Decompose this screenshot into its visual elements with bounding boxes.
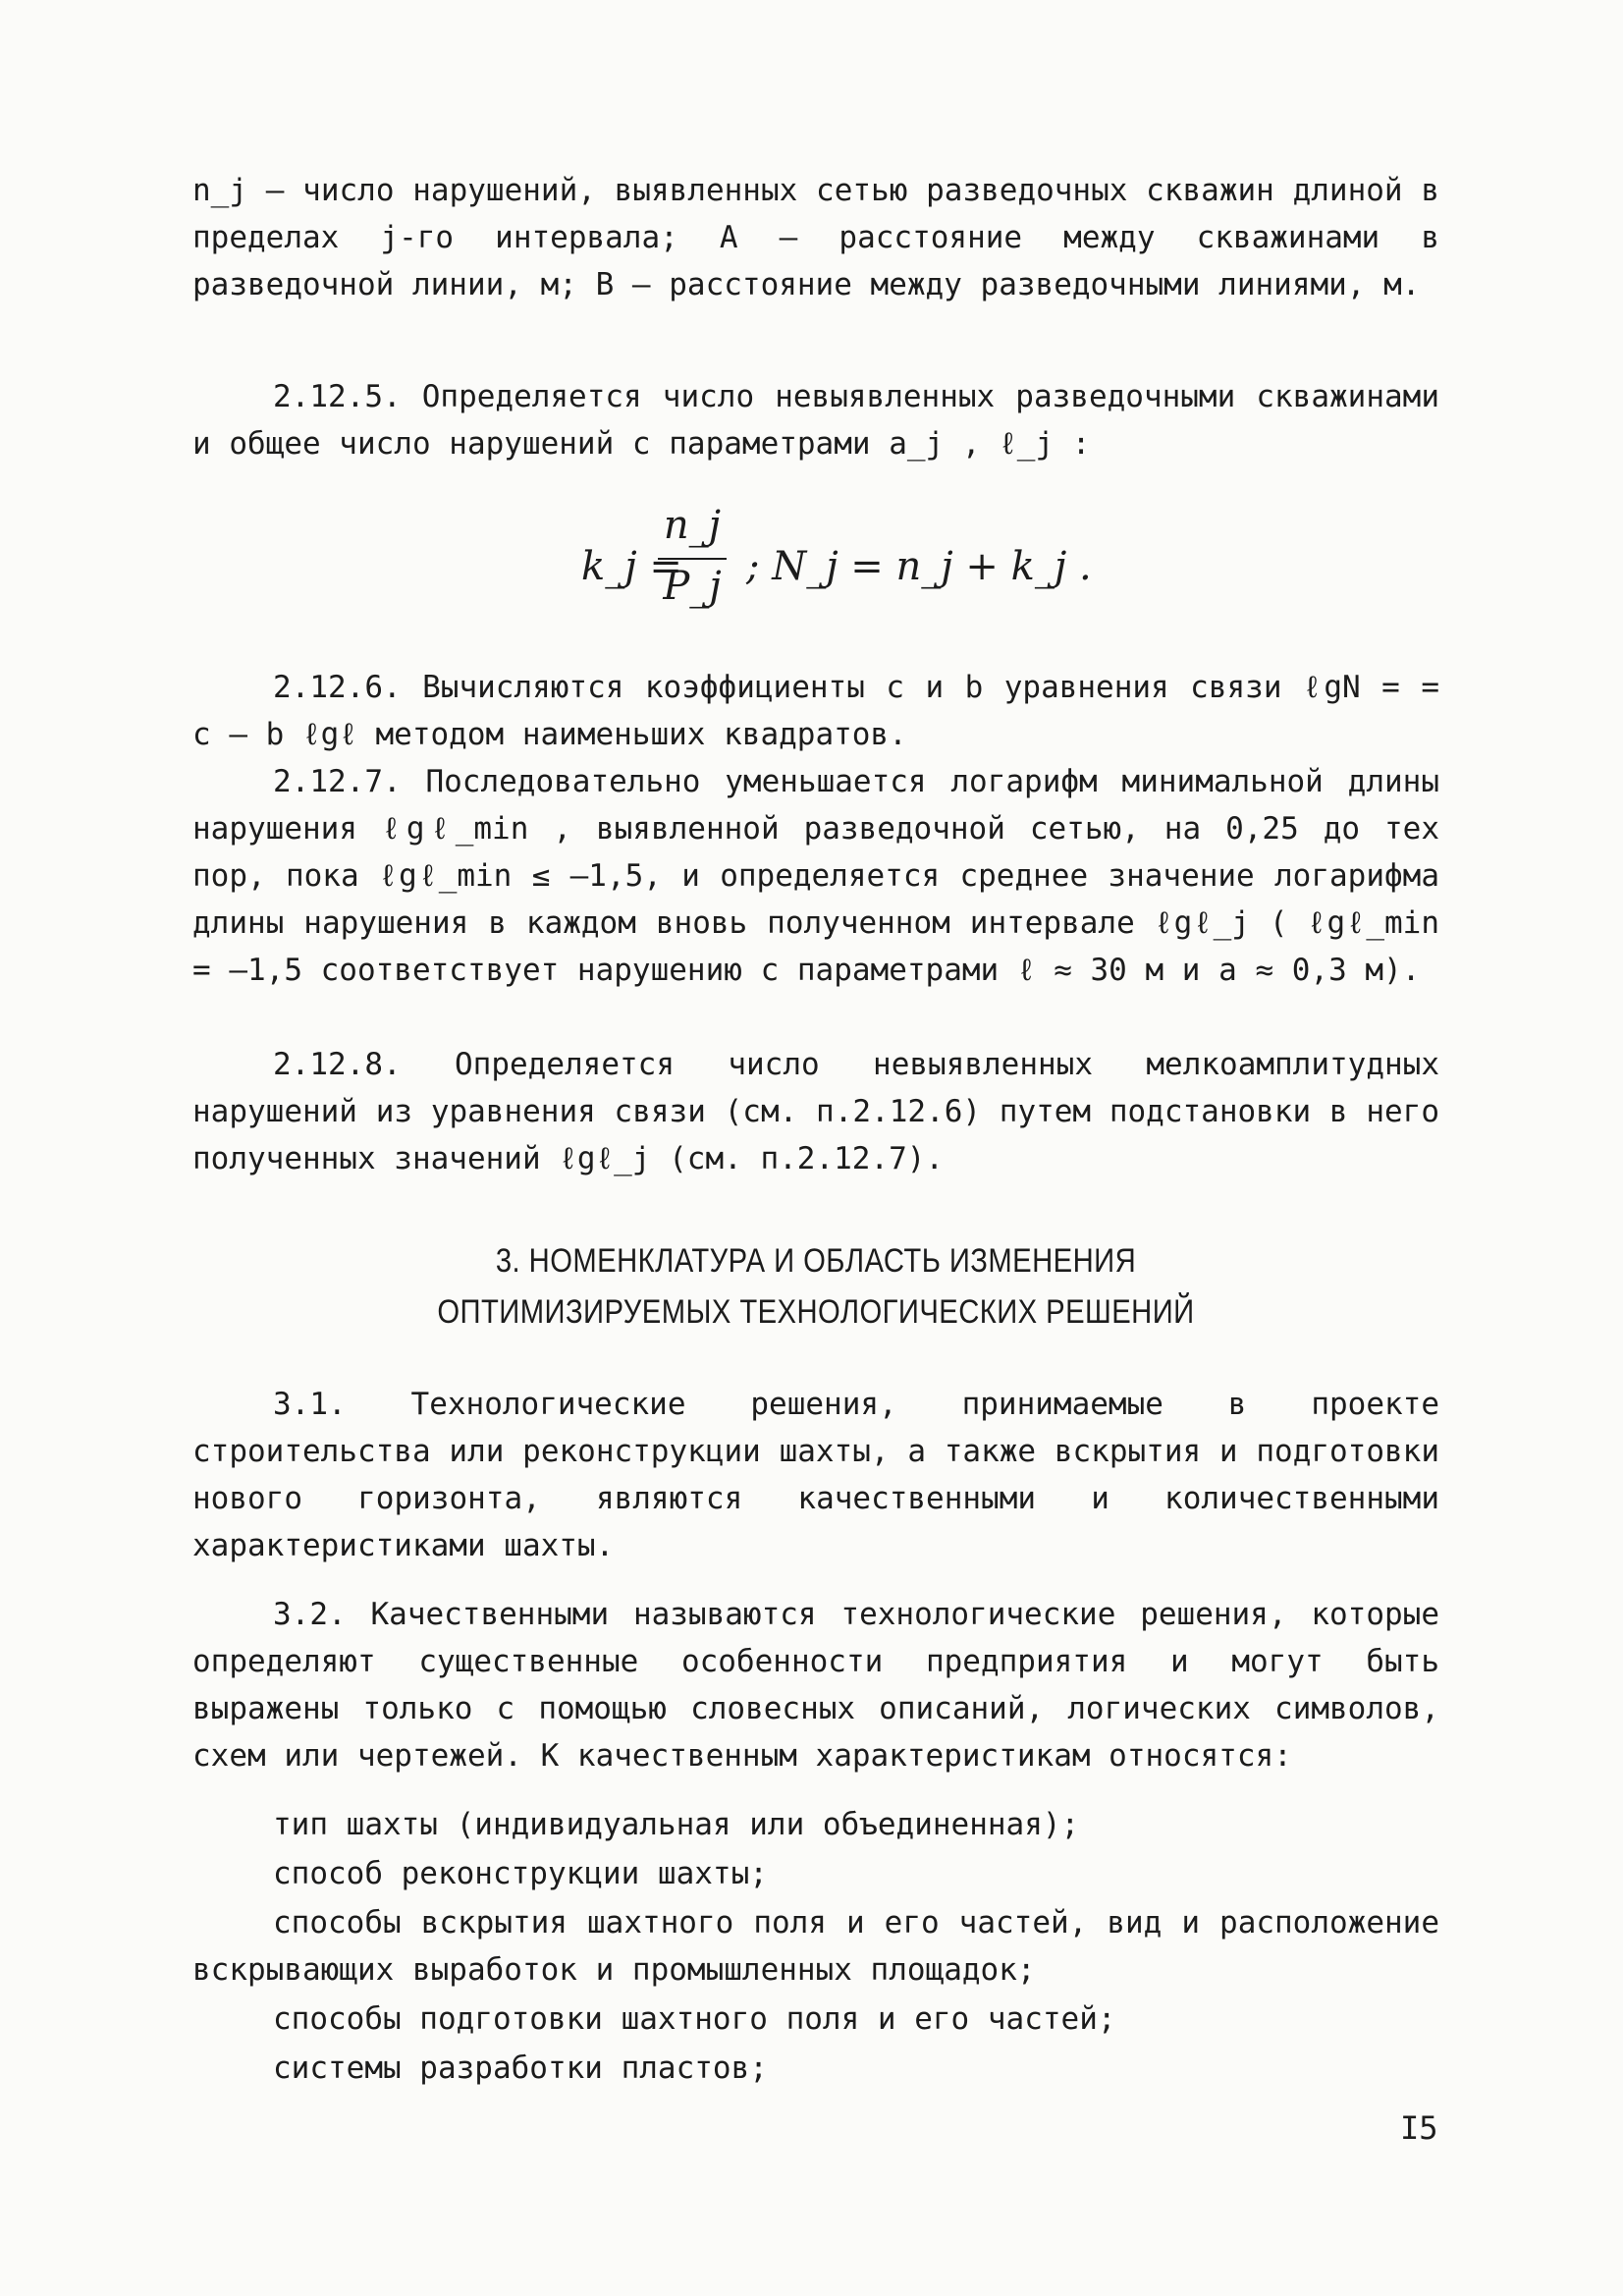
heading-line-1: 3. НОМЕНКЛАТУРА И ОБЛАСТЬ ИЗМЕНЕНИЯ xyxy=(495,1242,1137,1280)
heading-line-2: ОПТИМИЗИРУЕМЫХ ТЕХНОЛОГИЧЕСКИХ РЕШЕНИЙ xyxy=(437,1293,1195,1331)
list-item: способы вскрытия шахтного поля и его частей, вид и расположение вскрывающих выработок и промышленных площадок; xyxy=(192,1905,1439,1988)
formula-numerator: n_j xyxy=(663,503,722,548)
formula-lhs: k_j = xyxy=(581,544,682,589)
list-item: способы подготовки шахтного поля и его частей; xyxy=(273,2001,1116,2037)
paragraph-2-12-8: 2.12.8. Определяется число невыявленных мелкоамплитудных нарушений из уравнения связи (см. п.2.12.6) путем подстановки в него полученных значений ℓgℓ_j (см. п.2.12.7). xyxy=(192,1047,1439,1176)
page-number: I5 xyxy=(1400,2109,1438,2147)
formula-kj-nj xyxy=(569,503,1119,630)
list-item: тип шахты (индивидуальная или объединенная); xyxy=(273,1807,1080,1842)
list-item: способ реконструкции шахты; xyxy=(273,1856,768,1891)
formula-denominator: P_j xyxy=(663,564,722,609)
paragraph-3-1: 3.1. Технологические решения, принимаемые в проекте строительства или реконструкции шахты, а также вскрытия и подготовки нового горизонта, являются качественными и количественными характеристиками шахты. xyxy=(192,1387,1439,1563)
paragraph-2-12-5: 2.12.5. Определяется число невыявленных разведочными скважинами и общее число нарушений с параметрами a_j , ℓ_j : xyxy=(192,379,1439,462)
paragraph-2-12-7: 2.12.7. Последовательно уменьшается логарифм минимальной длины нарушения ℓgℓ_min , выявленной разведочной сетью, на 0,25 до тех пор, пока ℓgℓ_min ≤ –1,5, и определяется среднее значение логарифма длины нарушения в каждом вновь полученном интервале ℓgℓ_j ( ℓgℓ_min = –1,5 соответствует нарушению с параметрами ℓ ≈ 30 м и a ≈ 0,3 м). xyxy=(192,764,1439,988)
fraction-bar xyxy=(658,558,727,560)
paragraph-2-12-6: 2.12.6. Вычисляются коэффициенты c и b уравнения связи ℓgN = = c – b ℓgℓ методом наименьших квадратов. xyxy=(192,670,1439,752)
characteristics-list xyxy=(192,1801,1439,2094)
paragraph-3-2: 3.2. Качественными называются технологические решения, которые определяют существенные особенности предприятия и могут быть выражены только с помощью словесных описаний, логических символов, схем или чертежей. К качественным характеристикам относятся: xyxy=(192,1597,1439,1774)
formula-rest: ; N_j = n_j + k_j . xyxy=(746,544,1092,589)
list-item: системы разработки пластов; xyxy=(273,2050,768,2086)
paragraph-nj-definition: n_j – число нарушений, выявленных сетью разведочных скважин длиной в пределах j-го интервала; A – расстояние между скважинами в разведочной линии, м; B – расстояние между разведочными линиями, м. xyxy=(192,173,1439,302)
formula-fraction xyxy=(658,503,727,609)
section-heading xyxy=(280,1235,1352,1338)
